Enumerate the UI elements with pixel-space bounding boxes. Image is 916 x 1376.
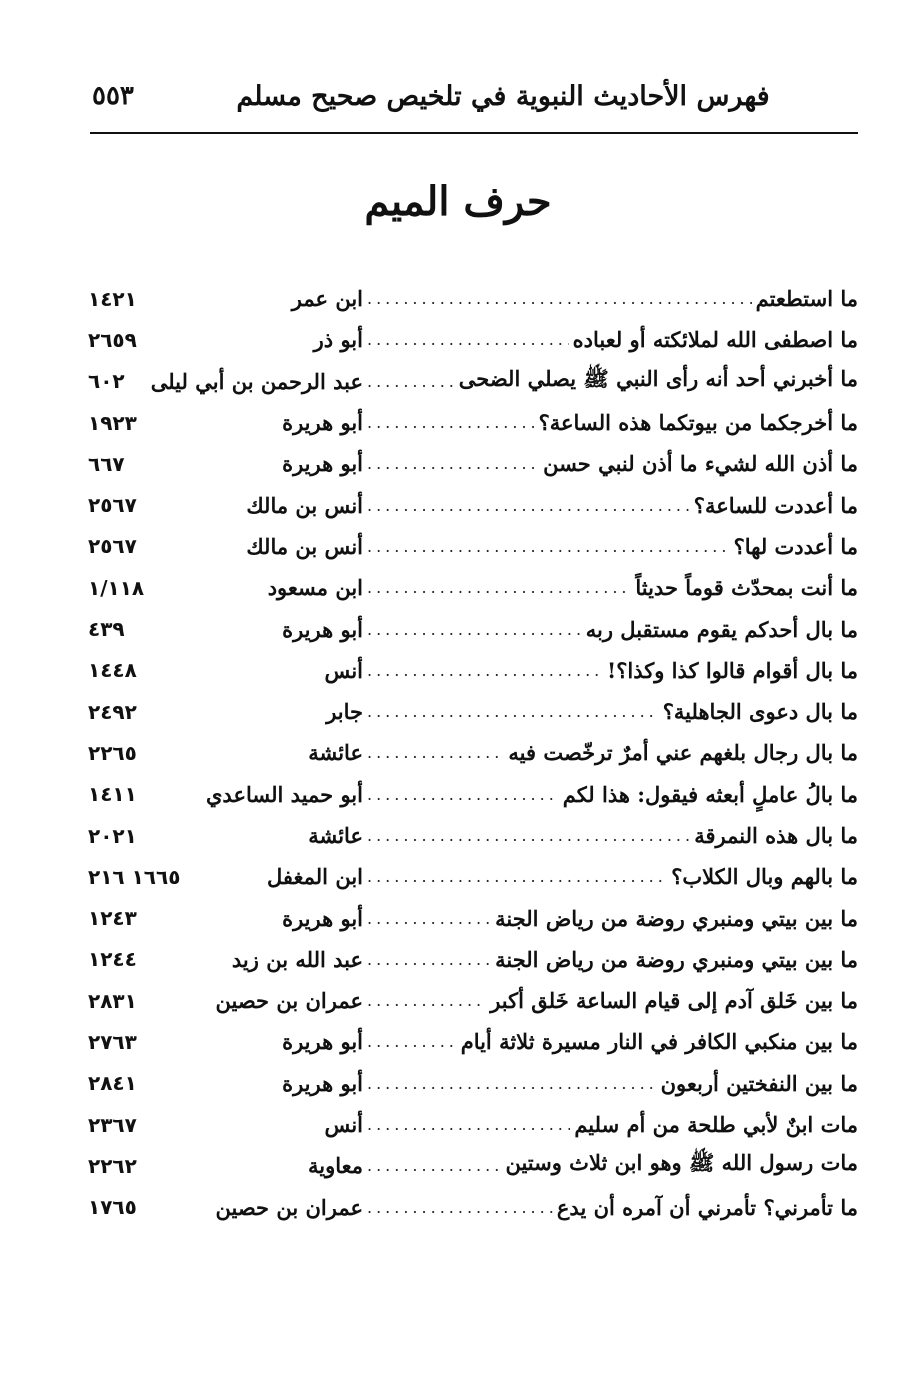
index-entry xyxy=(88,361,858,402)
index-entry xyxy=(88,1021,858,1062)
hadith-number: ١٤٤٨ xyxy=(88,658,137,683)
hadith-number: ١٤٢١ xyxy=(88,286,137,311)
dot-leader xyxy=(367,496,690,515)
index-entry xyxy=(88,319,858,360)
hadith-incipit: ما بين النفختين أربعون xyxy=(660,1070,858,1096)
hadith-number: ١٢٤٣ xyxy=(88,906,137,931)
hadith-number: ١/١١٨ xyxy=(88,575,145,600)
index-entry xyxy=(88,484,858,525)
index-entry xyxy=(88,1063,858,1104)
narrator-name: أبو هريرة xyxy=(282,905,363,931)
hadith-incipit: ما بين خَلق آدم إلى قيام الساعة خَلق أكبر xyxy=(490,988,858,1014)
dot-leader xyxy=(367,661,603,680)
index-entry xyxy=(88,278,858,319)
dot-leader xyxy=(367,743,504,762)
hadith-incipit: ما بال رجال بلغهم عني أمرٌ ترخّصت فيه xyxy=(508,740,858,766)
narrator-name: معاوية xyxy=(307,1153,363,1179)
narrator-name: أبو هريرة xyxy=(282,451,363,477)
narrator-name: عمران بن حصين xyxy=(215,988,363,1014)
narrator-name: عمران بن حصين xyxy=(215,1194,363,1220)
hadith-number: ٢٢٦٥ xyxy=(88,740,137,765)
dot-leader xyxy=(367,950,491,969)
index-entry xyxy=(88,980,858,1021)
hadith-incipit: مات رسول الله ﷺ وهو ابن ثلاث وستين xyxy=(505,1150,858,1176)
narrator-name: عائشة xyxy=(308,823,363,848)
hadith-number: ٢٦٥٩ xyxy=(88,327,137,352)
narrator-name: عبد الرحمن بن أبي ليلى xyxy=(150,368,363,394)
hadith-number: ٢٧٦٣ xyxy=(88,1029,137,1054)
hadith-number: ٤٣٩ xyxy=(88,617,125,642)
dot-leader xyxy=(367,867,667,886)
hadith-incipit: ما استطعتم xyxy=(755,286,858,312)
dot-leader xyxy=(367,620,582,639)
narrator-name: أبو هريرة xyxy=(282,410,363,436)
dot-leader xyxy=(367,372,455,391)
hadith-incipit: ما بال أحدكم يقوم مستقبل ربه xyxy=(585,616,858,642)
narrator-name: عائشة xyxy=(308,740,363,766)
narrator-name: ابن المغفل xyxy=(266,864,363,890)
hadith-incipit: ما بين بيتي ومنبري روضة من رياض الجنة xyxy=(495,946,858,972)
dot-leader xyxy=(367,330,569,349)
dot-leader xyxy=(367,702,659,721)
hadith-incipit: ما بال دعوى الجاهلية؟ xyxy=(662,699,858,725)
hadith-incipit: ما أعددت للساعة؟ xyxy=(693,492,858,518)
dot-leader xyxy=(367,289,752,308)
narrator-name: جابر xyxy=(326,699,363,725)
hadith-incipit: ما بال هذه النمرقة xyxy=(694,823,858,848)
hadith-number: ٢٨٣١ xyxy=(88,988,137,1013)
hadith-number: ٢٣٦٧ xyxy=(88,1112,137,1137)
index-entry xyxy=(88,402,858,443)
header-rule xyxy=(90,132,858,134)
index-entry xyxy=(88,608,858,649)
hadith-number: ٦٦٧ xyxy=(88,451,125,476)
narrator-name: أنس xyxy=(324,657,363,683)
dot-leader xyxy=(367,909,491,928)
dot-leader xyxy=(367,454,539,473)
narrator-name: أبو ذر xyxy=(313,327,363,353)
narrator-name: ابن مسعود xyxy=(267,575,363,601)
dot-leader xyxy=(367,537,730,556)
dot-leader xyxy=(367,1198,553,1217)
dot-leader xyxy=(367,1074,657,1093)
hadith-number: ٢٤٩٢ xyxy=(88,699,137,724)
narrator-name: أنس بن مالك xyxy=(246,533,363,559)
narrator-name: أبو هريرة xyxy=(282,616,363,642)
hadith-incipit: ما بين منكبي الكافر في النار مسيرة ثلاثة أيام xyxy=(460,1029,858,1055)
dot-leader xyxy=(367,826,690,845)
hadith-number: ٢٢٦٢ xyxy=(88,1153,137,1178)
hadith-incipit: ما أخبرني أحد أنه رأى النبي ﷺ يصلي الضحى xyxy=(458,365,858,391)
index-entry xyxy=(88,856,858,897)
narrator-name: أبو حميد الساعدي xyxy=(206,781,363,807)
dot-leader xyxy=(367,578,631,597)
hadith-incipit: ما أخرجكما من بيوتكما هذه الساعة؟ xyxy=(538,410,858,436)
running-header xyxy=(92,76,824,116)
dot-leader xyxy=(367,991,486,1010)
hadith-incipit: ما بال أقوام قالوا كذا وكذا؟! xyxy=(607,657,858,683)
page-number: ٥٥٣ xyxy=(92,81,134,111)
hadith-incipit: ما بالُ عاملٍ أبعثه فيقول: هذا لكم xyxy=(562,781,858,807)
dot-leader xyxy=(367,1115,570,1134)
hadith-number: ١٧٦٥ xyxy=(88,1195,137,1220)
dot-leader xyxy=(367,785,559,804)
hadith-number: ٢٠٢١ xyxy=(88,823,137,848)
index-entry xyxy=(88,732,858,773)
index-entry xyxy=(88,1145,858,1186)
dot-leader xyxy=(367,1156,501,1175)
hadith-incipit: ما تأمرني؟ تأمرني أن آمره أن يدع xyxy=(556,1194,858,1220)
hadith-number: ٦٠٢ xyxy=(88,369,125,394)
hadith-number: ٢٥٦٧ xyxy=(88,534,137,559)
index-entry xyxy=(88,815,858,856)
narrator-name: أنس بن مالك xyxy=(246,492,363,518)
index-entry xyxy=(88,650,858,691)
hadith-incipit: مات ابنٌ لأبي طلحة من أم سليم xyxy=(574,1112,858,1138)
narrator-name: عبد الله بن زيد xyxy=(231,946,363,972)
index-entry xyxy=(88,897,858,938)
index-entries xyxy=(88,278,858,1228)
running-title: فهرس الأحاديث النبوية في تلخيص صحيح مسلم xyxy=(236,80,770,112)
hadith-number: ٢٥٦٧ xyxy=(88,493,137,518)
index-entry xyxy=(88,939,858,980)
hadith-incipit: ما اصطفى الله لملائكته أو لعباده xyxy=(572,327,858,353)
section-title: حرف الميم xyxy=(364,178,552,225)
narrator-name: ابن عمر xyxy=(291,286,363,312)
index-entry xyxy=(88,526,858,567)
hadith-number: ٢٨٤١ xyxy=(88,1071,137,1096)
index-entry xyxy=(88,1104,858,1145)
hadith-incipit: ما أنت بمحدّث قوماً حديثاً xyxy=(635,575,858,601)
hadith-incipit: ما بين بيتي ومنبري روضة من رياض الجنة xyxy=(495,905,858,931)
hadith-number: ١٤١١ xyxy=(88,782,137,807)
hadith-number: ١٢٤٤ xyxy=(88,947,137,972)
hadith-incipit: ما أعددت لها؟ xyxy=(733,533,858,559)
index-entry xyxy=(88,774,858,815)
hadith-incipit: ما أذن الله لشيء ما أذن لنبي حسن xyxy=(543,451,858,477)
index-entry xyxy=(88,443,858,484)
dot-leader xyxy=(367,413,535,432)
hadith-number: ١٩٢٣ xyxy=(88,410,137,435)
dot-leader xyxy=(367,1032,457,1051)
narrator-name: أبو هريرة xyxy=(282,1029,363,1055)
index-entry xyxy=(88,1187,858,1228)
hadith-incipit: ما بالهم وبال الكلاب؟ xyxy=(671,864,858,890)
index-entry xyxy=(88,567,858,608)
narrator-name: أبو هريرة xyxy=(282,1070,363,1096)
index-entry xyxy=(88,691,858,732)
narrator-name: أنس xyxy=(324,1112,363,1138)
hadith-number: ١٦٦٥ ٢١٦ xyxy=(88,864,181,889)
